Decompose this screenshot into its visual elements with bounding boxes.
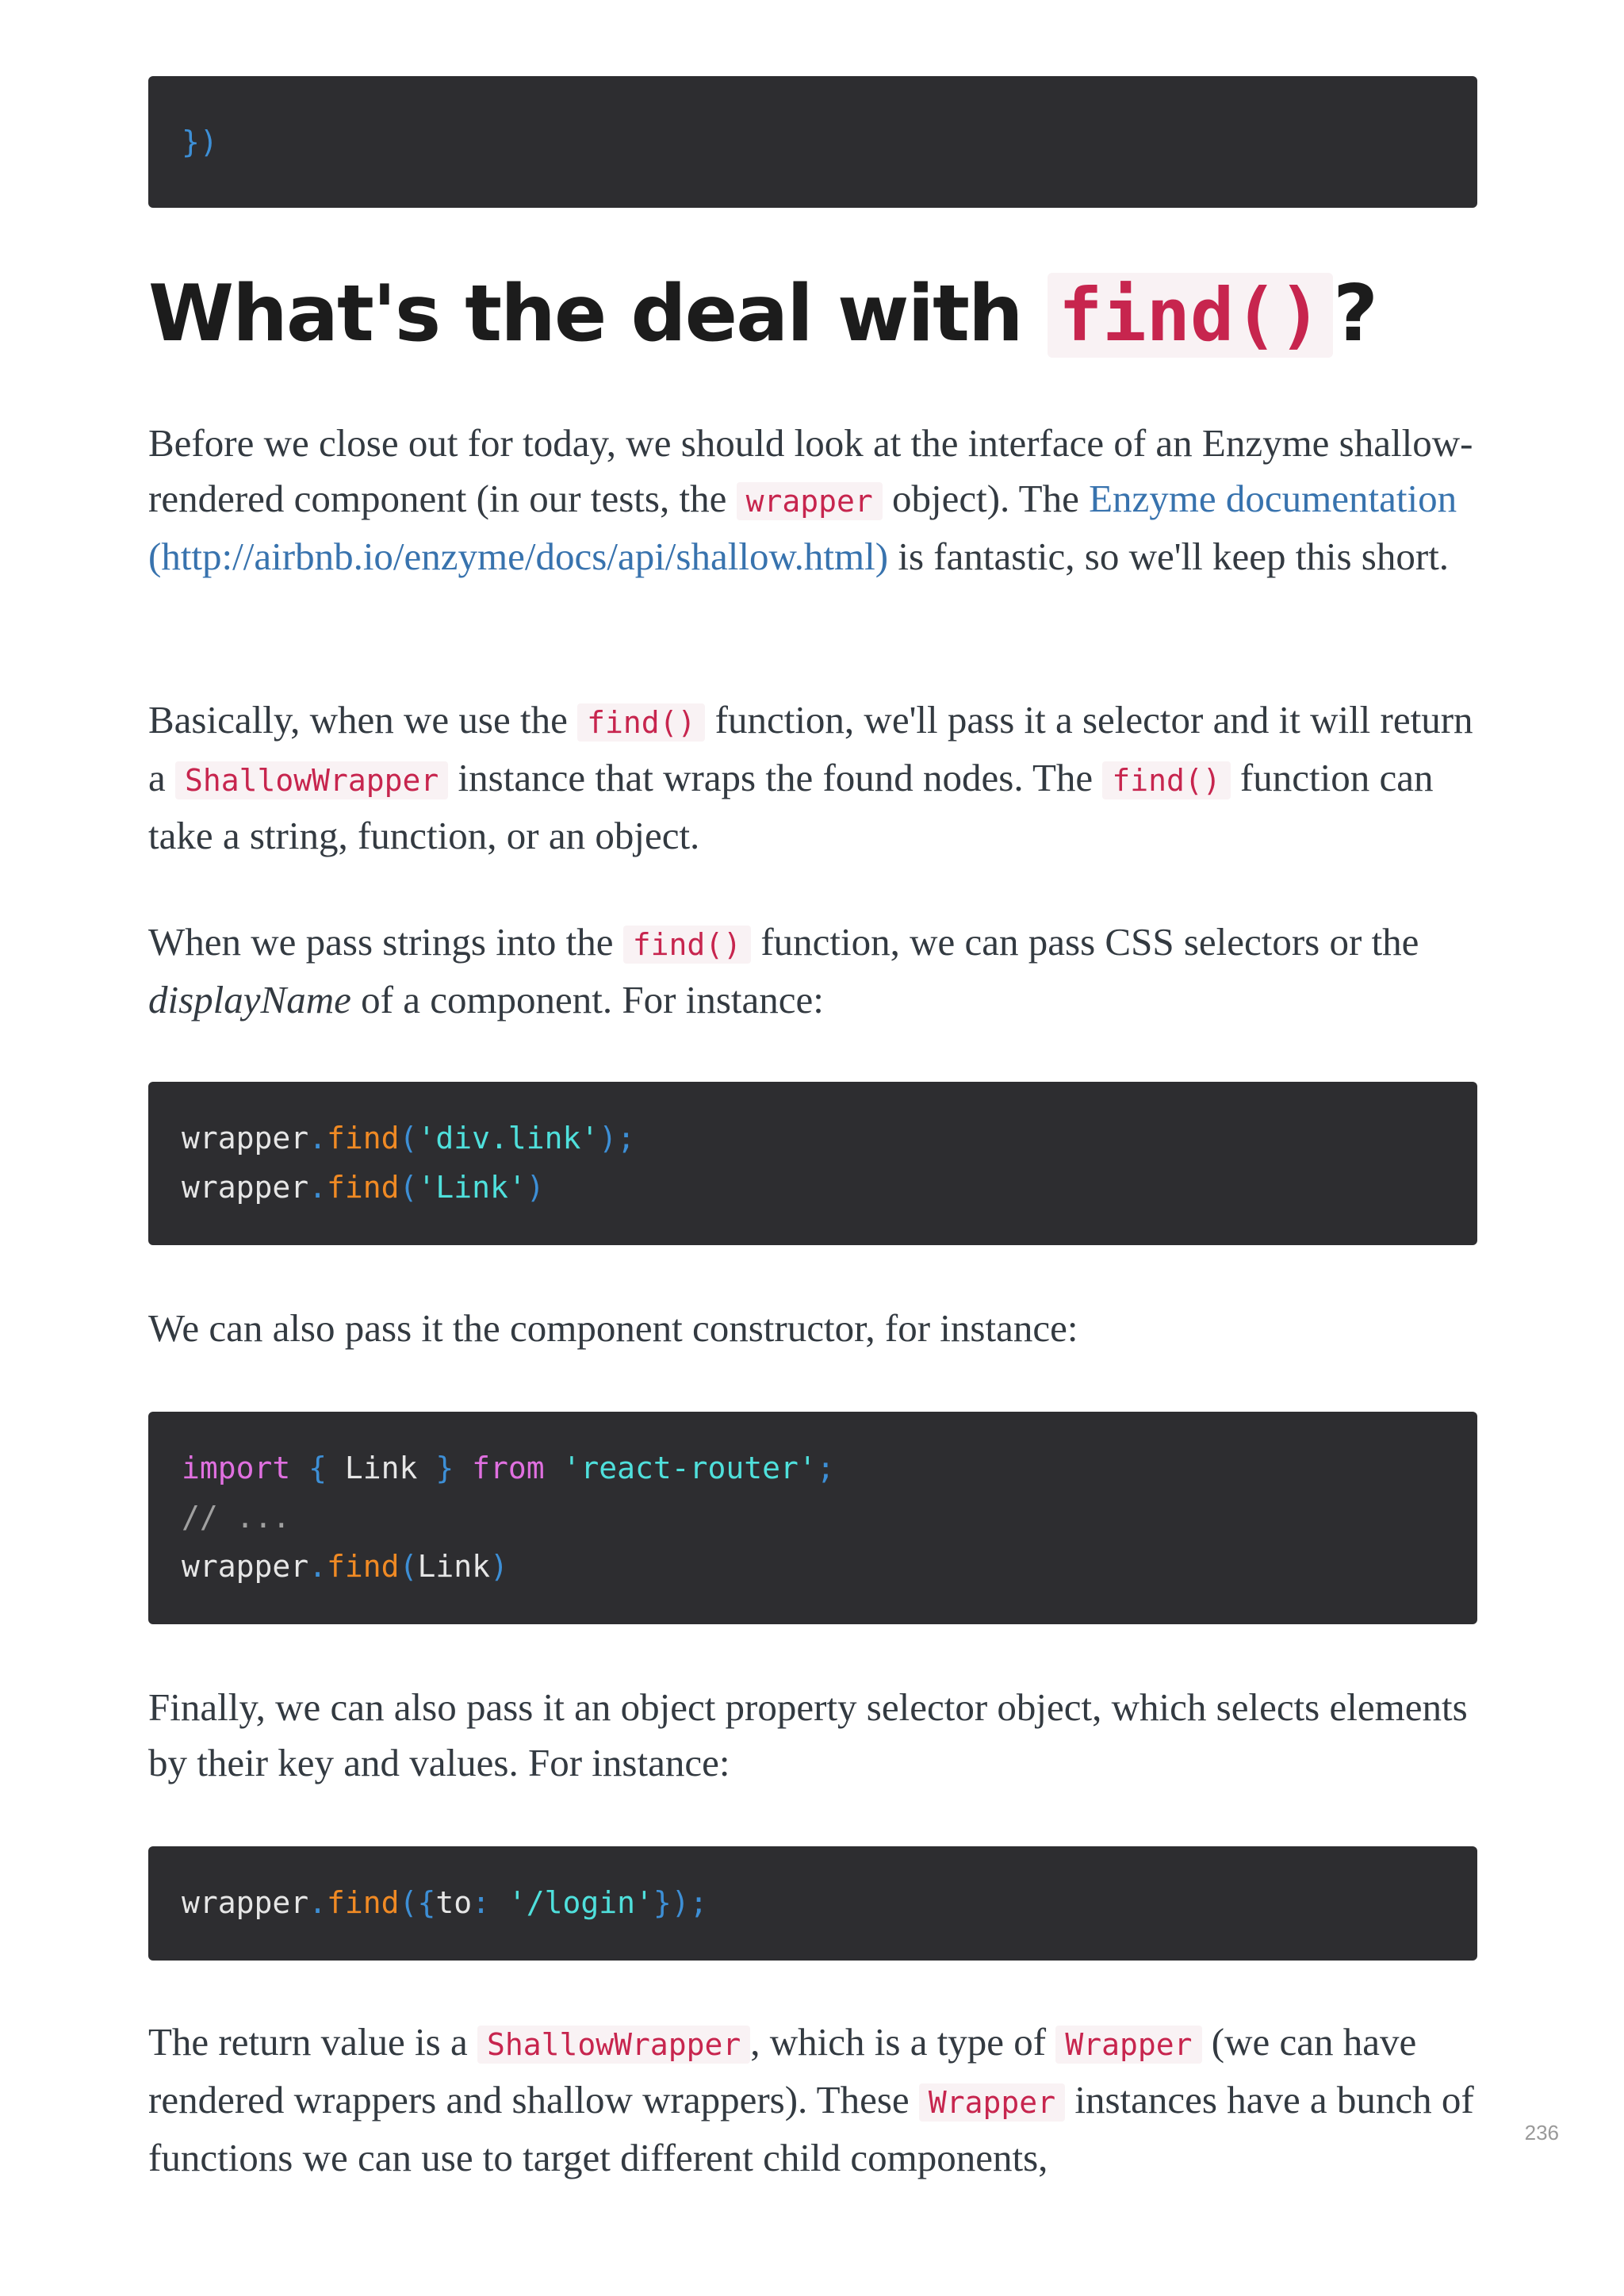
page-number: 236 (1524, 2121, 1559, 2145)
code-line: import { Link } from 'react-router'; (182, 1451, 835, 1485)
code-block-strings (148, 1082, 1477, 1245)
code-line: wrapper.find(Link) (182, 1549, 508, 1584)
enzyme-docs-link[interactable]: Enzyme documentation (http://airbnb.io/enzyme/docs/api/shallow.html) (148, 477, 1457, 578)
inline-code: Wrapper (919, 2083, 1065, 2122)
code-block-constructor (148, 1412, 1477, 1624)
code-line: wrapper.find('Link') (182, 1170, 545, 1205)
inline-code: wrapper (737, 482, 883, 520)
paragraph-find: Basically, when we use the find() function, we'll pass it a selector and it will return a ShallowWrapper instance that wraps the found nodes. The find() function can take a string, function, or an object. (148, 698, 1473, 857)
paragraph-return-value: The return value is a ShallowWrapper , which is a type of Wrapper (we can have rendered wrappers and shallow wrappers). These Wrapper instances have a bunch of functions we can use to target different child components, (148, 2020, 1474, 2179)
paragraph-object: Finally, we can also pass it an object property selector object, which selects elements by their key and values. For instance: (148, 1685, 1468, 1784)
inline-code: find() (623, 926, 751, 964)
paragraph-intro: Before we close out for today, we should look at the interface of an Enzyme shallow-rendered component (in our tests, the wrapper object). The Enzyme documentation (http://airbnb.io/enzyme/docs/api/shallow.html) is fantastic, so we'll keep this short. (148, 421, 1473, 578)
code-line: wrapper.find('div.link'); (182, 1121, 635, 1156)
inline-code: ShallowWrapper (175, 761, 448, 799)
code-block-top (148, 76, 1477, 208)
code-line: wrapper.find({to: '/login'}); (182, 1885, 708, 1920)
paragraph-constructor: We can also pass it the component constructor, for instance: (148, 1306, 1078, 1350)
heading-code: find() (1048, 273, 1333, 358)
section-heading: What's the deal with find() ? (148, 269, 1377, 359)
code-line: }) (182, 125, 218, 159)
inline-code: find() (1102, 761, 1230, 799)
paragraph-strings: When we pass strings into the find() function, we can pass CSS selectors or the displayName of a component. For instance: (148, 920, 1419, 1022)
code-line: // ... (182, 1500, 291, 1535)
code-block-object (148, 1846, 1477, 1961)
inline-code: ShallowWrapper (477, 2026, 750, 2064)
inline-code: find() (577, 703, 705, 742)
inline-code: Wrapper (1055, 2026, 1201, 2064)
